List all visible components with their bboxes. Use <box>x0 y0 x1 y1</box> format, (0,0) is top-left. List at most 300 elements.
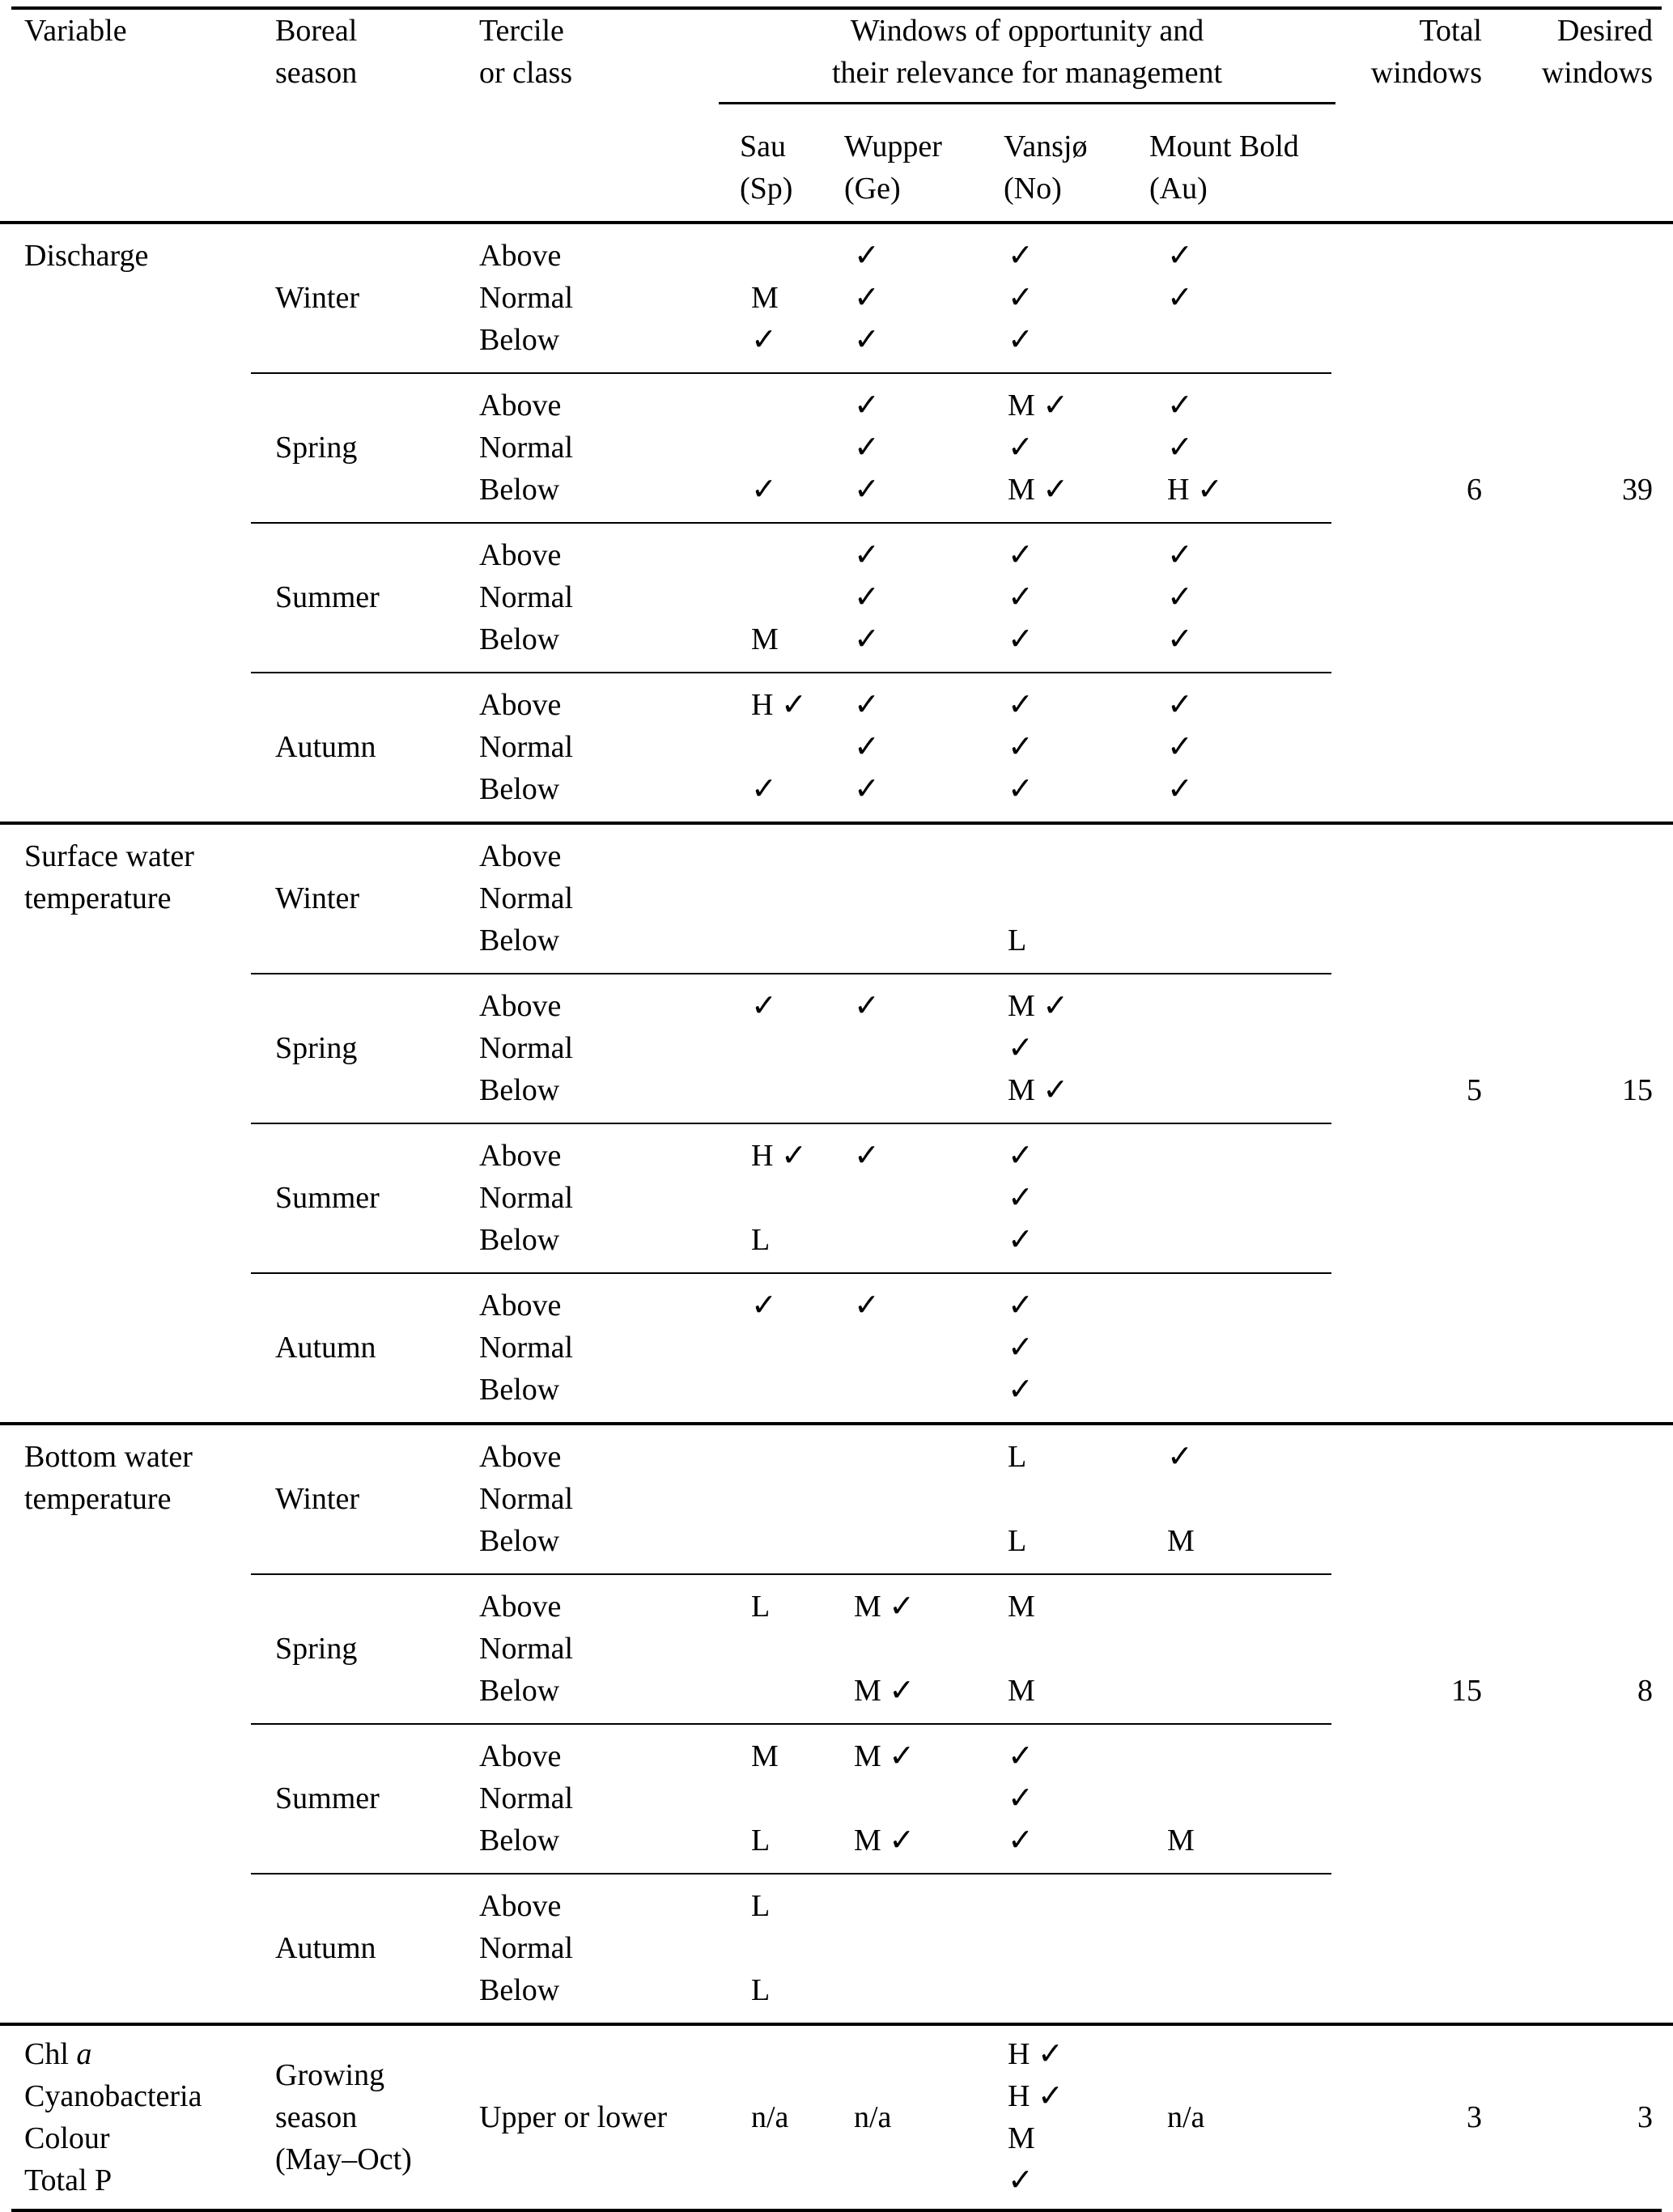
site-value-cell <box>1149 1586 1335 1628</box>
site-value-cell: ✓ <box>1008 1031 1034 1065</box>
site-value-cell: ✓ <box>1008 730 1034 764</box>
site-name: Mount Bold <box>1149 129 1299 163</box>
site-value-cell: L <box>751 1590 771 1624</box>
site-value-cell: ✓ <box>854 730 880 764</box>
site-value-cell <box>740 1478 844 1520</box>
site-value-cell: ✓ <box>854 1139 880 1173</box>
desired-windows-value <box>1493 919 1664 962</box>
site-value-cell <box>740 1177 844 1219</box>
site-value-cell <box>1149 1219 1335 1261</box>
total-windows-column-header <box>1335 10 1493 104</box>
season-block <box>0 1575 1673 1723</box>
site-value-cell: ✓ <box>854 688 880 722</box>
variable-label-text: Chl <box>24 2037 77 2071</box>
tercile-label: Below <box>479 1223 560 1257</box>
season-label <box>275 1885 479 1927</box>
total-windows-value <box>1335 1735 1493 1777</box>
total-windows-value <box>1335 1927 1493 1969</box>
variable-section <box>0 221 1673 822</box>
total-windows-value <box>1335 235 1493 277</box>
site-value-cell <box>740 1777 844 1819</box>
site-value-cell: ✓ <box>1167 580 1193 614</box>
site-value-cell: M ✓ <box>1008 989 1069 1023</box>
total-windows-value <box>1335 427 1493 469</box>
site-value-cell: ✓ <box>1008 538 1034 572</box>
total-windows-value <box>1335 684 1493 726</box>
variable-label <box>24 427 275 469</box>
tercile-label: Normal <box>479 1031 574 1065</box>
total-windows-value <box>1335 1027 1493 1069</box>
desired-windows-value <box>1493 2096 1664 2138</box>
site-value-cell <box>740 1670 844 1712</box>
site-value-cell: H ✓ <box>751 1139 807 1173</box>
variable-label <box>24 1885 275 1927</box>
tercile-label: Below <box>479 622 560 656</box>
site-name: Sau <box>740 129 786 163</box>
site-value-cell <box>1004 877 1149 919</box>
site-value-cell: ✓ <box>1167 688 1193 722</box>
desired-windows-value <box>1493 1027 1664 1069</box>
variable-label <box>24 1027 275 1069</box>
total-windows-value <box>1335 1969 1493 2011</box>
season-label <box>275 1819 479 1862</box>
season-block <box>0 1124 1673 1272</box>
site-value-cell: M ✓ <box>854 1590 915 1624</box>
tercile-label: Above <box>479 1590 562 1624</box>
desired-windows-value <box>1493 1885 1664 1927</box>
site-value-cell: L <box>751 1889 771 1923</box>
total-windows-number: 3 <box>1467 2100 1482 2134</box>
site-value-cell <box>844 1927 1004 1969</box>
site-value-cell: ✓ <box>1167 388 1193 422</box>
tercile-label: Above <box>479 1440 562 1474</box>
variable-label: temperature <box>24 1482 172 1516</box>
site-value-cell <box>844 1885 1004 1927</box>
site-value-cell <box>1149 919 1335 962</box>
season-label: Autumn <box>275 730 376 764</box>
site-country-code: (Sp) <box>740 172 793 206</box>
variable-label <box>24 768 275 810</box>
season-label: Summer <box>275 1181 380 1215</box>
variable-label <box>24 1927 275 1969</box>
desired-windows-value <box>1493 768 1664 810</box>
variable-label <box>24 1969 275 2011</box>
tercile-label: Above <box>479 1889 562 1923</box>
variable-label <box>24 684 275 726</box>
desired-windows-value <box>1493 1135 1664 1177</box>
tercile-label: Normal <box>479 1181 574 1215</box>
variable-label <box>24 919 275 962</box>
tercile-label: Normal <box>479 431 574 465</box>
site-value-cell <box>844 1177 1004 1219</box>
tercile-label: Below <box>479 1373 560 1407</box>
tercile-column-header-line: Tercile <box>479 14 564 48</box>
site-value-cell: ✓ <box>1008 688 1034 722</box>
total-windows-value <box>1335 726 1493 768</box>
season-label: Winter <box>275 281 359 315</box>
total-windows-value <box>1335 1586 1493 1628</box>
site-value-cell: ✓ <box>1008 1739 1034 1773</box>
tercile-label: Above <box>479 989 562 1023</box>
site-value-cell: ✓ <box>751 1289 777 1323</box>
site-value-cell: ✓ <box>751 772 777 806</box>
total-windows-value <box>1335 1436 1493 1478</box>
site-value: n/a <box>751 2100 789 2134</box>
season-label <box>275 384 479 427</box>
site-value-cell <box>844 1327 1004 1369</box>
site-value-cell-wupper <box>844 2096 1004 2138</box>
site-value-cell: M ✓ <box>1008 473 1069 507</box>
site-value-cell-vansjo <box>1004 2033 1149 2201</box>
site-value-cell: L <box>751 1223 771 1257</box>
total-windows-value <box>1335 877 1493 919</box>
site-value-cell <box>844 1777 1004 1819</box>
season-label: Spring <box>275 1031 358 1065</box>
desired-windows-value <box>1493 1284 1664 1327</box>
site-value-cell <box>1149 1327 1335 1369</box>
site-value-cell: ✓ <box>1008 323 1034 357</box>
season-label-line: Growing <box>275 2058 385 2092</box>
site-value-cell: ✓ <box>1008 1289 1034 1323</box>
variable-label <box>24 1819 275 1862</box>
variable-label: Discharge <box>24 239 149 273</box>
site-value-cell: ✓ <box>1167 1440 1193 1474</box>
variable-label <box>24 469 275 511</box>
site-value-cell: ✓ <box>854 580 880 614</box>
desired-windows-value <box>1493 277 1664 319</box>
site-value: H ✓ <box>1008 2079 1064 2113</box>
site-value-cell: ✓ <box>854 281 880 315</box>
variable-label <box>24 1628 275 1670</box>
site-value-cell: H ✓ <box>1167 473 1223 507</box>
site-value-cell: M <box>1167 1524 1195 1558</box>
site-value-cell <box>844 1027 1004 1069</box>
site-value-cell: ✓ <box>1167 730 1193 764</box>
site-value-cell: L <box>1008 923 1027 957</box>
total-windows-value <box>1335 1219 1493 1261</box>
site-value-cell <box>740 384 844 427</box>
site-country-code: (Ge) <box>844 172 901 206</box>
site-value-cell <box>1149 319 1335 361</box>
season-label <box>275 768 479 810</box>
season-label-group <box>275 2054 479 2180</box>
site-value: M <box>1008 2121 1035 2155</box>
site-value-cell <box>740 877 844 919</box>
site-value-cell: ✓ <box>1008 772 1034 806</box>
windows-group-header <box>719 10 1335 104</box>
desired-windows-column-header <box>1493 10 1664 104</box>
site-value-cell: ✓ <box>854 473 880 507</box>
season-column-header <box>275 10 479 104</box>
site-value-cell: ✓ <box>751 473 777 507</box>
season-block <box>0 374 1673 522</box>
site-value-cell: ✓ <box>854 538 880 572</box>
variable-label <box>24 1177 275 1219</box>
tercile-label <box>479 2096 740 2138</box>
site-value-cell <box>1149 1284 1335 1327</box>
season-column-header-line: Boreal <box>275 14 358 48</box>
desired-windows-value <box>1493 384 1664 427</box>
tercile-label: Normal <box>479 1632 574 1666</box>
season-label: Spring <box>275 1632 358 1666</box>
variable-label: Total P <box>24 2163 113 2197</box>
variable-label <box>24 1735 275 1777</box>
site-value-cell <box>844 1436 1004 1478</box>
site-value-cell <box>1149 1369 1335 1411</box>
season-label: Autumn <box>275 1331 376 1365</box>
tercile-label: Above <box>479 688 562 722</box>
site-value-cell: M <box>1167 1824 1195 1857</box>
tercile-label: Above <box>479 1289 562 1323</box>
season-label <box>275 1670 479 1712</box>
site-value-cell: ✓ <box>1167 281 1193 315</box>
total-windows-value: 6 <box>1467 473 1482 507</box>
tercile-column-header-line: or class <box>479 56 573 90</box>
site-value-cell: L <box>751 1973 771 2007</box>
desired-windows-value <box>1493 319 1664 361</box>
season-label: Autumn <box>275 1931 376 1965</box>
variable-label <box>24 277 275 319</box>
site-value: n/a <box>854 2100 892 2134</box>
site-value-cell <box>1149 1927 1335 1969</box>
season-label <box>275 1735 479 1777</box>
site-value-cell: ✓ <box>1008 281 1034 315</box>
variable-label <box>24 1135 275 1177</box>
desired-windows-value <box>1493 534 1664 576</box>
tercile-label: Below <box>479 1073 560 1107</box>
site-value-cell <box>844 1628 1004 1670</box>
site-value-cell: ✓ <box>1167 622 1193 656</box>
season-label <box>275 919 479 962</box>
site-value-cell: H ✓ <box>751 688 807 722</box>
desired-windows-value <box>1493 1969 1664 2011</box>
tercile-label: Above <box>479 538 562 572</box>
total-windows-value <box>1335 1369 1493 1411</box>
season-label <box>275 985 479 1027</box>
variable-label <box>24 576 275 618</box>
season-block <box>0 224 1673 372</box>
site-value-cell <box>1149 1135 1335 1177</box>
desired-windows-value: 15 <box>1622 1073 1653 1107</box>
site-value-cell <box>1149 1069 1335 1111</box>
site-value-cell <box>844 1219 1004 1261</box>
site-value-cell <box>740 534 844 576</box>
season-label <box>275 1586 479 1628</box>
site-value-cell: ✓ <box>1008 622 1034 656</box>
variable-label <box>24 1219 275 1261</box>
desired-windows-value <box>1493 726 1664 768</box>
tercile-label: Above <box>479 1739 562 1773</box>
site-value-cell: ✓ <box>854 323 880 357</box>
site-value-cell: M ✓ <box>854 1674 915 1708</box>
desired-windows-value <box>1493 1927 1664 1969</box>
season-block <box>0 1874 1673 2023</box>
total-windows-value <box>1335 985 1493 1027</box>
site-value-cell: M ✓ <box>1008 388 1069 422</box>
desired-windows-value <box>1493 1735 1664 1777</box>
season-label <box>275 618 479 660</box>
total-windows-value <box>1335 1777 1493 1819</box>
desired-windows-value <box>1493 1819 1664 1862</box>
site-value-cell <box>740 726 844 768</box>
variable-column-header-label: Variable <box>24 14 127 48</box>
site-value-cell <box>844 1369 1004 1411</box>
windows-group-header-line: Windows of opportunity and <box>850 14 1204 48</box>
total-windows-value <box>1335 1628 1493 1670</box>
site-value-cell <box>844 835 1004 877</box>
tercile-label: Normal <box>479 281 574 315</box>
site-value-cell: ✓ <box>854 772 880 806</box>
desired-windows-value <box>1493 877 1664 919</box>
season-column-header-line: season <box>275 56 358 90</box>
season-label <box>275 1219 479 1261</box>
tercile-label: Above <box>479 839 562 873</box>
season-block <box>0 1425 1673 1573</box>
total-windows-value <box>1335 576 1493 618</box>
season-label <box>275 319 479 361</box>
season-label <box>275 469 479 511</box>
desired-windows-value <box>1493 684 1664 726</box>
season-label <box>275 1284 479 1327</box>
site-value-cell: ✓ <box>1167 239 1193 273</box>
desired-windows-value <box>1493 576 1664 618</box>
tercile-label: Below <box>479 1824 560 1857</box>
season-block <box>0 524 1673 672</box>
desired-windows-value <box>1493 1369 1664 1411</box>
site-value: H ✓ <box>1008 2037 1064 2071</box>
site-value-cell: M <box>751 1739 779 1773</box>
season-label <box>275 1520 479 1562</box>
tercile-label: Below <box>479 1674 560 1708</box>
table-header <box>0 10 1673 221</box>
site-value-cell: L <box>751 1824 771 1857</box>
variable-label-italic: a <box>76 2037 92 2071</box>
desired-windows-value <box>1493 1327 1664 1369</box>
site-value-cell: ✓ <box>1008 1139 1034 1173</box>
site-value-cell: ✓ <box>1167 431 1193 465</box>
desired-windows-value <box>1493 1177 1664 1219</box>
site-value-cell <box>740 1327 844 1369</box>
site-value-cell <box>1149 1177 1335 1219</box>
site-value-cell: M ✓ <box>854 1739 915 1773</box>
site-value-cell: ✓ <box>1167 772 1193 806</box>
site-value: ✓ <box>1008 2163 1034 2197</box>
variable-label <box>24 1586 275 1628</box>
total-windows-value <box>1335 835 1493 877</box>
variable-label <box>24 1520 275 1562</box>
site-value-cell: M <box>1008 1674 1035 1708</box>
site-value-cell <box>844 1069 1004 1111</box>
season-label <box>275 1135 479 1177</box>
desired-windows-number: 3 <box>1637 2100 1653 2134</box>
tercile-label: Below <box>479 323 560 357</box>
site-value-cell <box>1149 877 1335 919</box>
site-value-cell <box>740 1369 844 1411</box>
season-label: Summer <box>275 580 380 614</box>
site-value-cell: ✓ <box>1167 538 1193 572</box>
season-block <box>0 1725 1673 1873</box>
site-value-cell <box>740 576 844 618</box>
tercile-label: Normal <box>479 1781 574 1815</box>
desired-windows-value <box>1493 1777 1664 1819</box>
site-header-wupper <box>844 104 1004 221</box>
season-label <box>275 534 479 576</box>
site-value-cell: ✓ <box>751 989 777 1023</box>
variable-column-header <box>24 10 275 104</box>
tercile-label: Normal <box>479 1931 574 1965</box>
season-label <box>275 1436 479 1478</box>
site-value-cell <box>1149 1628 1335 1670</box>
site-value-cell <box>1149 1969 1335 2011</box>
table-body <box>0 221 1673 2023</box>
variable-label: Surface water <box>24 839 194 873</box>
total-windows-value <box>1335 1177 1493 1219</box>
variable-label <box>24 1777 275 1819</box>
site-value-cell: M ✓ <box>854 1824 915 1857</box>
site-value-cell: M ✓ <box>1008 1073 1069 1107</box>
season-label <box>275 684 479 726</box>
site-value-cell <box>740 235 844 277</box>
site-value-cell: ✓ <box>854 1289 880 1323</box>
site-value-cell <box>1004 1885 1149 1927</box>
season-block <box>0 974 1673 1123</box>
site-value-cell <box>740 1927 844 1969</box>
total-windows-value <box>1335 1135 1493 1177</box>
site-value-cell <box>740 427 844 469</box>
total-windows-value <box>1335 919 1493 962</box>
tercile-label: Below <box>479 772 560 806</box>
desired-windows-value <box>1493 235 1664 277</box>
variable-label <box>24 985 275 1027</box>
desired-windows-value <box>1493 427 1664 469</box>
tercile-label: Normal <box>479 1482 574 1516</box>
site-country-code: (No) <box>1004 172 1062 206</box>
season-label: Summer <box>275 1781 380 1815</box>
total-windows-value <box>1335 1885 1493 1927</box>
variable-label <box>24 319 275 361</box>
total-windows-value <box>1335 1327 1493 1369</box>
season-label: Winter <box>275 1482 359 1516</box>
site-header-vansjo <box>1004 104 1149 221</box>
site-value-cell: ✓ <box>854 989 880 1023</box>
desired-windows-header-line: windows <box>1541 56 1653 90</box>
site-value-cell <box>1004 1478 1149 1520</box>
site-value-cell: ✓ <box>1008 580 1034 614</box>
site-value-cell: M <box>1008 1590 1035 1624</box>
tercile-label: Normal <box>479 580 574 614</box>
total-windows-header-line: windows <box>1370 56 1482 90</box>
site-value-cell: M <box>751 281 779 315</box>
site-value-cell <box>844 1520 1004 1562</box>
variable-label: Colour <box>24 2121 110 2155</box>
total-windows-value <box>1335 277 1493 319</box>
variable-label <box>24 534 275 576</box>
desired-windows-value: 39 <box>1622 473 1653 507</box>
desired-windows-value <box>1493 1478 1664 1520</box>
variable-section-chl <box>0 2023 1673 2209</box>
tercile-label: Above <box>479 239 562 273</box>
variable-label <box>24 2033 275 2075</box>
variable-label <box>24 1670 275 1712</box>
site-value-cell <box>1004 1628 1149 1670</box>
season-block <box>0 1274 1673 1422</box>
variable-label <box>24 726 275 768</box>
season-label <box>275 235 479 277</box>
site-value-cell: ✓ <box>1008 1331 1034 1365</box>
site-name: Vansjø <box>1004 129 1088 163</box>
site-value-cell: ✓ <box>1008 1181 1034 1215</box>
tercile-label: Normal <box>479 881 574 915</box>
